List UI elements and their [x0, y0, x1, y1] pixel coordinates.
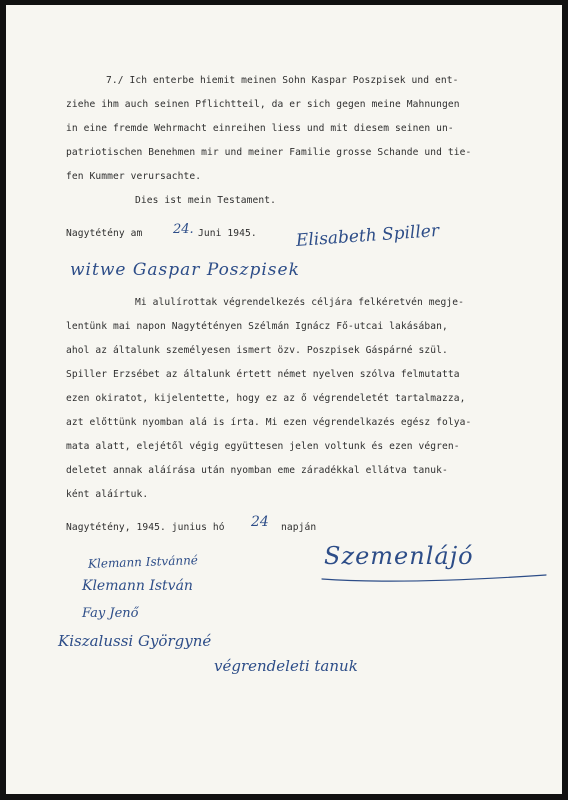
testator-signature-line-2: witwe Gaspar Poszpisek	[70, 260, 300, 280]
place-date-2-day: 24	[251, 514, 269, 530]
witness-clause-line-2: lentünk mai napon Nagytétényen Szélmán Ignácz Fő-utcai lakásában,	[66, 321, 448, 332]
place-date-2-suffix: napján	[281, 522, 317, 533]
second-signature: Szemenlájó	[324, 542, 474, 570]
paragraph-7-line-2: ziehe ihm auch seinen Pflichtteil, da er sich gegen meine Mahnungen	[66, 99, 460, 110]
witness-note: végrendeleti tanuk	[214, 657, 358, 675]
paragraph-7-line-5: fen Kummer verursachte.	[66, 171, 202, 182]
paragraph-7-line-3: in eine fremde Wehrmacht einreihen liess und mit diesem seinen un-	[66, 123, 454, 134]
document-page	[6, 5, 562, 794]
paragraph-7-line-4: patriotischen Benehmen mir und meiner Familie grosse Schande und tie-	[66, 147, 472, 158]
testament-closing: Dies ist mein Testament.	[135, 195, 277, 206]
place-date-1-prefix: Nagytétény am	[66, 228, 143, 239]
witness-signature-3: Fay Jenő	[82, 606, 139, 621]
witness-clause-line-4: Spiller Erzsébet az általunk értett német nyelven szólva felmutatta	[66, 369, 460, 380]
witness-signature-2: Klemann István	[82, 578, 193, 594]
place-date-2-prefix: Nagytétény, 1945. junius hó	[66, 522, 225, 533]
paragraph-7-line-1: 7./ Ich enterbe hiemit meinen Sohn Kaspar Poszpisek und ent-	[106, 75, 459, 86]
witness-signature-4: Kiszalussi Györgyné	[58, 632, 212, 650]
witness-clause-line-6: azt előttünk nyomban alá is írta. Mi ezen végrendelkazés egész folya-	[66, 417, 472, 428]
place-date-1-day: 24.	[173, 222, 194, 237]
witness-signature-1: Klemann Istvánné	[87, 553, 199, 571]
witness-clause-line-1: Mi alulírottak végrendelkezés céljára felkéretvén megje-	[135, 297, 465, 308]
witness-clause-line-8: deletet annak aláírása után nyomban eme záradékkal ellátva tanuk-	[66, 465, 448, 476]
signature-flourish	[318, 561, 558, 601]
testator-signature-line-1: Elisabeth Spiller	[295, 221, 440, 251]
witness-clause-line-5: ezen okiratot, kijelentette, hogy ez az ő végrendeletét tartalmazza,	[66, 393, 466, 404]
place-date-1-suffix: Juni 1945.	[198, 228, 257, 239]
witness-clause-line-9: ként aláírtuk.	[66, 489, 149, 500]
witness-clause-line-7: mata alatt, elejétől végig együttesen jelen voltunk és ezen végren-	[66, 441, 460, 452]
witness-clause-line-3: ahol az általunk személyesen ismert özv. Poszpisek Gáspárné szül.	[66, 345, 448, 356]
